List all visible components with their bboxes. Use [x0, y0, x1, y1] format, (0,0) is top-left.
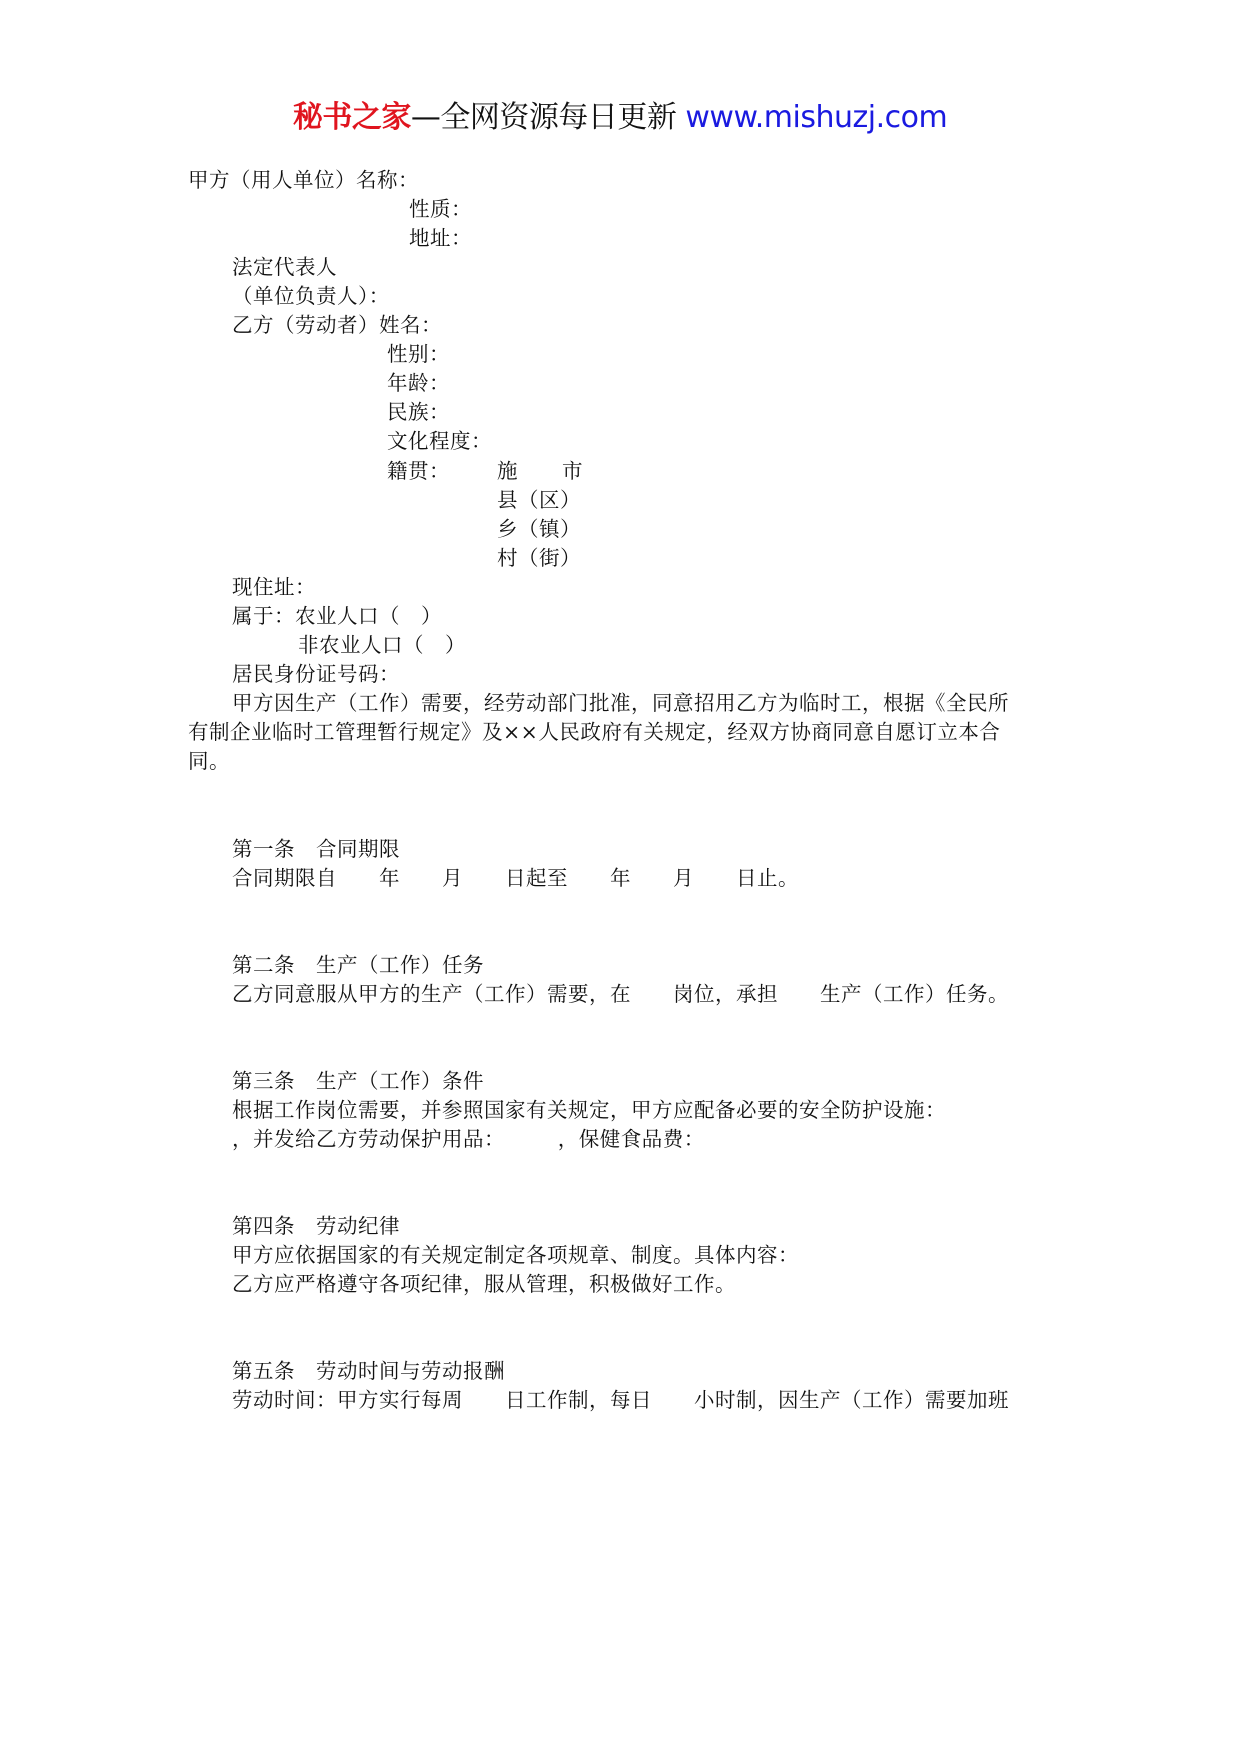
- article-4-text-1: 甲方应依据国家的有关规定制定各项规章、制度。具体内容：: [232, 1243, 799, 1267]
- party-b-name-label: 乙方（劳动者）姓名：: [232, 313, 442, 337]
- education-label: 文化程度：: [387, 429, 492, 453]
- banner-brand: 秘书之家: [292, 100, 411, 135]
- intro-line-3: 同。: [188, 749, 230, 773]
- hometown-city-prefix: 施: [497, 459, 518, 483]
- nature-label: 性质：: [409, 197, 472, 221]
- banner-slogan: —全网资源每日更新: [410, 100, 677, 135]
- banner-site-link[interactable]: www.mishuzj.com: [685, 100, 948, 135]
- article-2-text: 乙方同意服从甲方的生产（工作）需要，在 岗位，承担 生产（工作）任务。: [232, 982, 1009, 1006]
- hometown-city-suffix: 市: [562, 459, 583, 483]
- article-3-title: 第三条 生产（工作）条件: [232, 1069, 484, 1093]
- id-number-label: 居民身份证号码：: [232, 662, 400, 686]
- site-banner: [0, 98, 1240, 138]
- intro-line-1: 甲方因生产（工作）需要，经劳动部门批准，同意招用乙方为临时工，根据《全民所: [232, 691, 1009, 715]
- gender-label: 性别：: [387, 342, 450, 366]
- article-5-text-1: 劳动时间：甲方实行每周 日工作制，每日 小时制，因生产（工作）需要加班: [232, 1388, 1009, 1412]
- article-3-text-1: 根据工作岗位需要，并参照国家有关规定，甲方应配备必要的安全防护设施：: [232, 1098, 946, 1122]
- legal-rep-label-line1: 法定代表人: [232, 255, 337, 279]
- agricultural-option: 农业人口（ ）: [295, 604, 442, 628]
- household-type-row: [232, 602, 442, 630]
- article-2-title: 第二条 生产（工作）任务: [232, 953, 484, 977]
- legal-rep-label-line2: （单位负责人）：: [232, 284, 390, 308]
- article-1-title: 第一条 合同期限: [232, 837, 400, 861]
- address-label: 地址：: [409, 226, 472, 250]
- non-agricultural-option: 非农业人口（ ）: [298, 633, 466, 657]
- age-label: 年龄：: [387, 371, 450, 395]
- hometown-county: 县（区）: [497, 488, 581, 512]
- article-3-text-2: ，并发给乙方劳动保护用品： ，保健食品费：: [232, 1127, 705, 1151]
- intro-line-2: 有制企业临时工管理暂行规定》及××人民政府有关规定，经双方协商同意自愿订立本合: [188, 720, 1001, 744]
- belongs-label: 属于：: [232, 604, 295, 628]
- hometown-township: 乡（镇）: [497, 517, 581, 541]
- article-5-title: 第五条 劳动时间与劳动报酬: [232, 1359, 505, 1383]
- hometown-village: 村（街）: [497, 546, 581, 570]
- party-a-name-label: 甲方（用人单位）名称：: [188, 168, 419, 192]
- current-address-label: 现住址：: [232, 575, 316, 599]
- article-4-title: 第四条 劳动纪律: [232, 1214, 400, 1238]
- hometown-label: 籍贯：: [387, 459, 450, 483]
- article-4-text-2: 乙方应严格遵守各项纪律，服从管理，积极做好工作。: [232, 1272, 736, 1296]
- ethnicity-label: 民族：: [387, 400, 450, 424]
- article-1-text: 合同期限自 年 月 日起至 年 月 日止。: [232, 866, 799, 890]
